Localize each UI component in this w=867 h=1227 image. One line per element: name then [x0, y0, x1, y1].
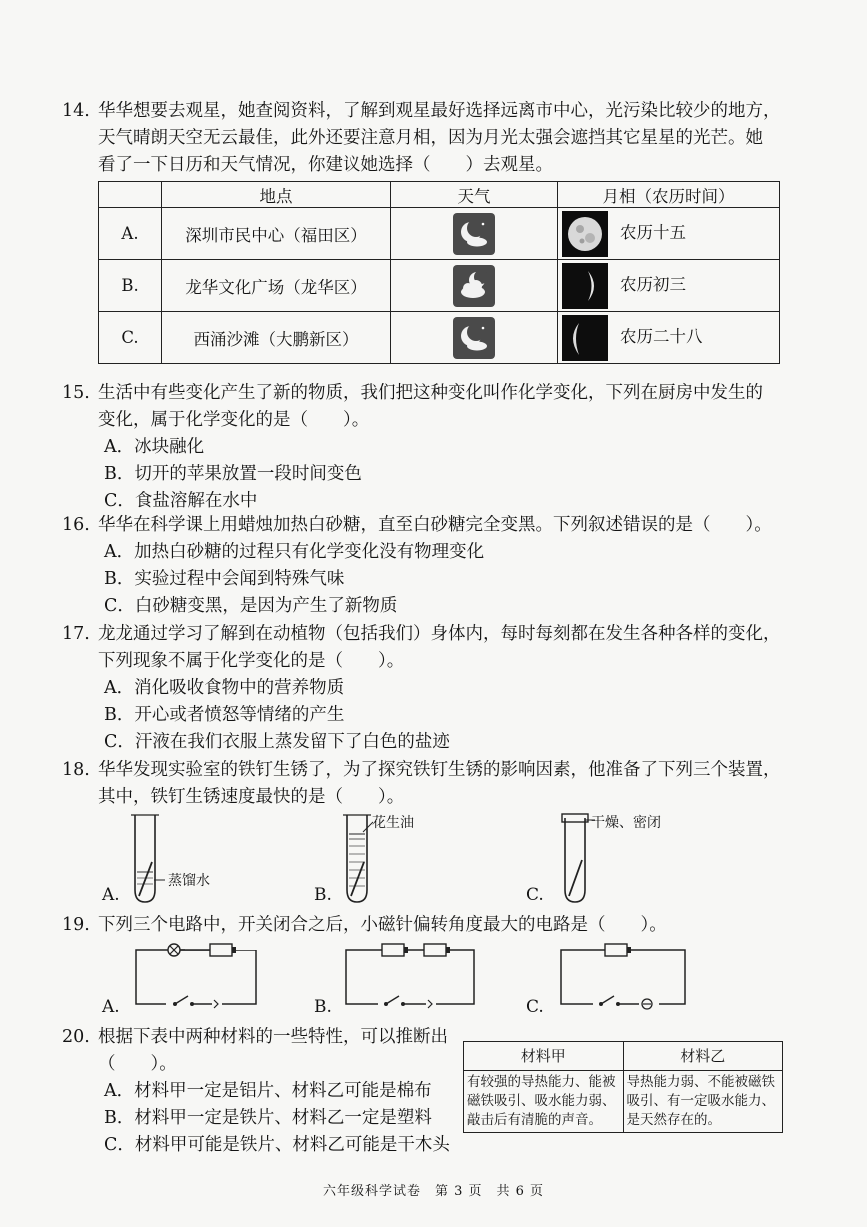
cell-line: 是天然存在的。 [626, 1112, 721, 1128]
figure-label: A. [102, 885, 120, 905]
question-14 [62, 98, 822, 179]
option-a[interactable]: A．加热白砂糖的过程只有化学变化没有物理变化 [104, 542, 485, 562]
table-row [99, 312, 780, 364]
figure-note: 干燥、密闭 [591, 815, 661, 831]
figure-label: A. [102, 997, 120, 1017]
option-a[interactable]: A．材料甲一定是铝片、材料乙可能是棉布 [104, 1081, 432, 1101]
question-number: 17. [62, 624, 90, 644]
question-19 [62, 912, 822, 939]
question-15 [62, 380, 822, 515]
question-number: 18. [62, 760, 90, 780]
lunar-date: 农历初三 [620, 275, 686, 294]
question-text-line: 龙龙通过学习了解到在动植物（包括我们）身体内，每时每刻都在发生各种各样的变化， [98, 624, 781, 644]
waning-crescent-icon [562, 315, 608, 361]
question-text-line: 其中，铁钉生锈速度最快的是（ ）。 [98, 787, 405, 807]
option-a[interactable]: A．冰块融化 [104, 437, 205, 457]
question-text-line: （ ）。 [98, 1054, 177, 1074]
question-text-line: 华华在科学课上用蜡烛加热白砂糖，直至白砂糖完全变黑。下列叙述错误的是（ ）。 [98, 515, 772, 535]
moon-cloud-icon [453, 213, 495, 255]
place-cell: 深圳市民中心（福田区） [162, 208, 391, 260]
option-c[interactable]: C．食盐溶解在水中 [104, 491, 258, 511]
lunar-date: 农历十五 [620, 223, 686, 242]
table-header: 地点 [162, 182, 391, 208]
option-label: A. [99, 208, 162, 260]
figure-label: B. [314, 885, 332, 905]
question-number: 16. [62, 515, 90, 535]
question-number: 14. [62, 101, 90, 121]
option-label: C. [99, 312, 162, 364]
option-b[interactable]: B．实验过程中会闻到特殊气味 [104, 569, 345, 589]
question-text-line: 华华想要去观星，她查阅资料，了解到观星最好选择远离市中心，光污染比较少的地方， [98, 101, 781, 121]
circuit-c-figure [555, 940, 690, 1010]
materials-table [463, 1041, 783, 1133]
circuit-b-figure [340, 940, 485, 1010]
full-moon-icon [562, 211, 608, 257]
circuit-a-figure [130, 940, 265, 1010]
question-number: 19. [62, 915, 90, 935]
question-20 [62, 1024, 462, 1159]
table-header: 月相（农历时间） [558, 182, 780, 208]
figure-note: 花生油 [372, 815, 414, 831]
option-b[interactable]: B．材料甲一定是铁片、材料乙一定是塑料 [104, 1108, 432, 1128]
table-row [99, 260, 780, 312]
option-c[interactable]: C．材料甲可能是铁片、材料乙可能是干木头 [104, 1135, 450, 1155]
question-text-line: 根据下表中两种材料的一些特性，可以推断出 [98, 1027, 448, 1047]
option-label: B. [99, 260, 162, 312]
question-text-line: 华华发现实验室的铁钉生锈了，为了探究铁钉生锈的影响因素，他准备了下列三个装置， [98, 760, 781, 780]
lunar-date: 农历二十八 [620, 327, 703, 346]
question-18 [62, 757, 822, 811]
figure-label: C. [526, 997, 544, 1017]
option-a[interactable]: A．消化吸收食物中的营养物质 [104, 678, 345, 698]
material-a-cell [464, 1071, 624, 1133]
question-text-line: 生活中有些变化产生了新的物质，我们把这种变化叫作化学变化，下列在厨房中发生的 [98, 383, 763, 403]
question-text-line: 下列三个电路中，开关闭合之后，小磁针偏转角度最大的电路是（ ）。 [98, 915, 667, 935]
place-cell: 西涌沙滩（大鹏新区） [162, 312, 391, 364]
table-header: 材料乙 [623, 1042, 783, 1071]
figure-label: B. [314, 997, 332, 1017]
cell-line: 导热能力弱、不能被磁铁 [626, 1074, 775, 1090]
page-footer: 六年级科学试卷 第 3 页 共 6 页 [322, 1184, 545, 1199]
cell-line: 有较强的导热能力、能被 [467, 1074, 616, 1090]
question-number: 15. [62, 383, 90, 403]
moon-cloud-icon [453, 317, 495, 359]
table-header: 材料甲 [464, 1042, 624, 1071]
question-17 [62, 621, 822, 756]
material-b-cell [623, 1071, 783, 1133]
figure-note: 蒸馏水 [168, 873, 210, 889]
option-c[interactable]: C．汗液在我们衣服上蒸发留下了白色的盐迹 [104, 732, 450, 752]
crescent-moon-icon [562, 263, 608, 309]
test-tube-a-figure [125, 812, 235, 907]
cell-line: 敲击后有清脆的声音。 [467, 1112, 602, 1128]
question-16 [62, 512, 822, 620]
cell-line: 吸引、有一定吸水能力、 [626, 1093, 775, 1109]
question-text-line: 下列现象不属于化学变化的是（ ）。 [98, 651, 405, 671]
question-text-line: 看了一下日历和天气情况，你建议她选择（ ）去观星。 [98, 155, 553, 175]
question-text-line: 变化，属于化学变化的是（ ）。 [98, 410, 370, 430]
cloudy-night-icon [453, 265, 495, 307]
figure-label: C. [526, 885, 544, 905]
option-c[interactable]: C．白砂糖变黑，是因为产生了新物质 [104, 596, 398, 616]
option-b[interactable]: B．切开的苹果放置一段时间变色 [104, 464, 362, 484]
table-header: 天气 [391, 182, 558, 208]
table-row [99, 208, 780, 260]
place-cell: 龙华文化广场（龙华区） [162, 260, 391, 312]
question-number: 20. [62, 1027, 90, 1047]
option-b[interactable]: B．开心或者愤怒等情绪的产生 [104, 705, 345, 725]
cell-line: 磁铁吸引、吸水能力弱、 [467, 1093, 616, 1109]
table-header [99, 182, 162, 208]
question-text-line: 天气晴朗天空无云最佳，此外还要注意月相，因为月光太强会遮挡其它星星的光芒。她 [98, 128, 763, 148]
stargazing-table [98, 181, 780, 364]
